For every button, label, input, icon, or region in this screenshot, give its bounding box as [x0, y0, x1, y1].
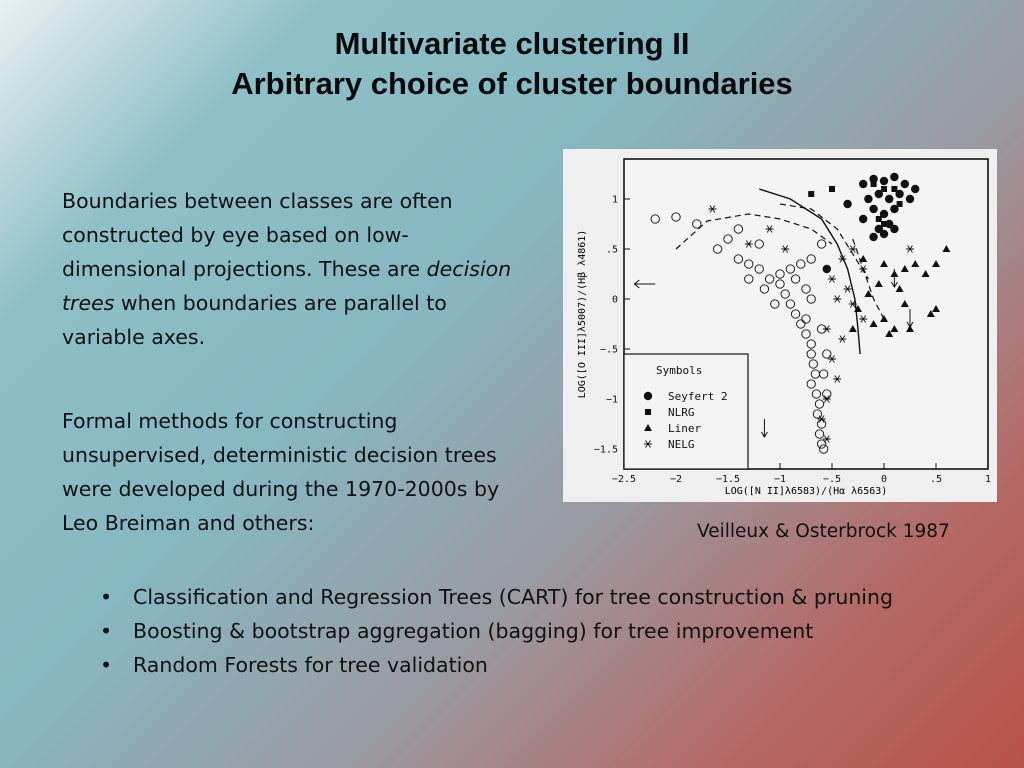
y-tick-label: −.5 — [599, 344, 618, 356]
legend-entry: NELG — [668, 438, 695, 451]
list-item-text: Boosting & bootstrap aggregation (bagging) for tree improvement — [133, 619, 814, 643]
nlrg-point — [891, 186, 897, 192]
paragraph-boundaries-part2: when boundaries are parallel to variable axes. — [62, 291, 447, 349]
x-tick-label: 1 — [984, 474, 992, 485]
seyfert-2-point — [869, 205, 877, 213]
legend-title: Symbols — [656, 364, 703, 377]
x-tick-label: .5 — [929, 474, 943, 485]
y-tick-label: .5 — [605, 244, 618, 256]
bullet-marker: • — [100, 619, 113, 643]
list-item — [100, 614, 893, 648]
seyfert-2-point — [859, 180, 867, 188]
y-tick-label: −1.5 — [593, 444, 618, 456]
list-item-text: Random Forests for tree validation — [133, 653, 488, 677]
legend-entry: Liner — [668, 422, 702, 435]
x-tick-label: −1.5 — [715, 474, 741, 485]
bullet-marker: • — [100, 653, 113, 677]
seyfert-2-point — [890, 225, 898, 233]
legend-marker — [644, 392, 652, 400]
figure-caption: Veilleux & Osterbrock 1987 — [697, 521, 950, 542]
y-tick-label: 0 — [611, 294, 618, 306]
y-tick-label: −1 — [605, 394, 618, 406]
x-tick-label: −1 — [773, 474, 787, 485]
seyfert-2-point — [823, 265, 831, 273]
x-tick-label: −.5 — [822, 474, 842, 485]
nlrg-point — [897, 201, 903, 207]
y-tick-label: 1 — [611, 194, 618, 206]
seyfert-2-point — [885, 195, 893, 203]
y-axis-label: LOG([O III]λ5007)/(Hβ λ4861) — [577, 229, 588, 399]
nlrg-point — [871, 181, 877, 187]
seyfert-2-point — [859, 215, 867, 223]
title-line-1: Multivariate clustering II — [334, 26, 690, 61]
bpt-scatter-plot — [563, 149, 997, 502]
decision-trees-term: decision trees — [62, 257, 512, 315]
x-axis-label: LOG([N II]λ6583)/(Hα λ6563) — [724, 486, 888, 497]
legend-marker — [645, 409, 651, 415]
list-item — [100, 580, 893, 614]
paragraph-formal-methods: Formal methods for constructing unsupervised, deterministic decision trees were developed during the 1970-2000s by Leo Breiman and others: — [62, 409, 500, 535]
seyfert-2-point — [890, 173, 898, 181]
nlrg-point — [808, 191, 814, 197]
seyfert-2-point — [901, 180, 909, 188]
paragraph-boundaries — [62, 184, 532, 354]
list-item — [100, 648, 893, 682]
nlrg-point — [829, 186, 835, 192]
x-tick-label: −2 — [669, 474, 683, 485]
seyfert-2-point — [864, 195, 872, 203]
seyfert-2-point — [843, 200, 851, 208]
seyfert-2-point — [880, 177, 888, 185]
nlrg-point — [881, 221, 887, 227]
title-line-2: Arbitrary choice of cluster boundaries — [231, 66, 793, 101]
x-tick-label: −2.5 — [611, 474, 637, 485]
chart-legend — [624, 354, 748, 469]
bullet-marker: • — [100, 585, 113, 609]
legend-entry: NLRG — [668, 406, 695, 419]
slide-title — [0, 24, 1024, 104]
bpt-diagram-figure — [563, 149, 997, 502]
x-tick-label: 0 — [880, 474, 888, 485]
nlrg-point — [881, 186, 887, 192]
paragraph-boundaries-part1: Boundaries between classes are often constructed by eye based on low-dimensional projections. These are — [62, 189, 453, 281]
nlrg-point — [876, 216, 882, 222]
seyfert-2-point — [911, 185, 919, 193]
legend-entry: Seyfert 2 — [668, 390, 728, 403]
seyfert-2-point — [880, 230, 888, 238]
list-item-text: Classification and Regression Trees (CART) for tree construction & pruning — [133, 585, 894, 609]
seyfert-2-point — [906, 195, 914, 203]
methods-list — [100, 580, 893, 682]
seyfert-2-point — [869, 233, 877, 241]
